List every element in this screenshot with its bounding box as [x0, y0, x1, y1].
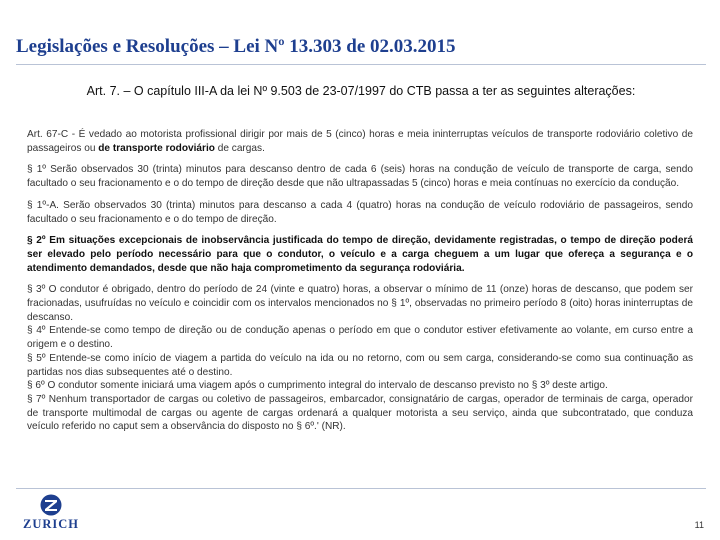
intro-text: Art. 7. – O capítulo III-A da lei Nº 9.503 de 23-07/1997 do CTB passa a ter as seguintes alterações:	[86, 84, 636, 98]
page-number: 11	[694, 520, 704, 530]
paragraph-4: § 4º Entende-se como tempo de direção ou de condução apenas o período em que o condutor estiver efetivamente ao volante, em curso entre a origem e o destino.	[27, 325, 693, 351]
page-title: Legislações e Resoluções – Lei Nº 13.303 de 02.03.2015	[16, 36, 456, 57]
paragraph-5: § 5º Entende-se como início de viagem a partida do veículo na ida ou no retorno, com ou sem carga, considerando-se como sua continuação as partidas nos dias subsequentes até o destino.	[27, 352, 693, 378]
logo-text: ZURICH	[22, 517, 79, 531]
article-67c	[27, 128, 693, 155]
article-67c-text-a: Art. 67-C - É vedado ao motorista profissional dirigir por mais de 5 (cinco) horas e meia ininterruptas veículos de transporte rodoviário coletivo de passageiros ou	[27, 129, 693, 154]
zurich-z-icon	[39, 494, 63, 516]
article-67c-emphasis: de transporte rodoviário	[98, 142, 215, 154]
paragraph-1: § 1º Serão observados 30 (trinta) minutos para descanso dentro de cada 6 (seis) horas na condução de veículo de transporte de carga, sendo facultado o seu fracionamento e o do tempo de direção desde que não ultrapassadas 5 (cinco) horas e meia contínuas no exercício da condução.	[27, 164, 693, 190]
paragraph-7: § 7º Nenhum transportador de cargas ou coletivo de passageiros, embarcador, consignatário de cargas, operador de terminais de carga, operador de transporte multimodal de cargas ou agente de cargas ordenará a qualquer motorista a seu serviço, ainda que subcontratado, que conduza veículo referido no caput sem a observância do disposto no § 6º.' (NR).	[27, 393, 693, 433]
paragraph-1a: § 1º-A. Serão observados 30 (trinta) minutos para descanso a cada 4 (quatro) horas na condução de veículo rodoviário de passageiros, sendo facultado o seu fracionamento e o do tempo de direção.	[27, 199, 693, 225]
footer-divider	[16, 488, 706, 489]
article-67c-text-c: de cargas.	[214, 142, 265, 154]
paragraph-2: § 2º Em situações excepcionais de inobservância justificada do tempo de direção, devidamente registradas, o tempo de direção poderá ser elevado pelo período necessário para que o condutor, o veículo e a carga cheguem a um lugar que ofereça a segurança e o atendimento demandados, desde que não haja comprometimento da segurança rodoviária.	[27, 235, 693, 274]
paragraph-6: § 6º O condutor somente iniciará uma viagem após o cumprimento integral do intervalo de descanso previsto no § 3º deste artigo.	[27, 380, 608, 392]
paragraph-3: § 3º O condutor é obrigado, dentro do período de 24 (vinte e quatro) horas, a observar o mínimo de 11 (onze) horas de descanso, que podem ser fracionadas, usufruídas no veículo e coincidir com os intervalos mencionados no § 1º, observadas no primeiro período 8 (oito) horas ininterruptas de descanso.	[27, 284, 693, 323]
zurich-logo	[16, 494, 86, 534]
header-divider	[16, 64, 706, 65]
article-body	[27, 128, 693, 434]
